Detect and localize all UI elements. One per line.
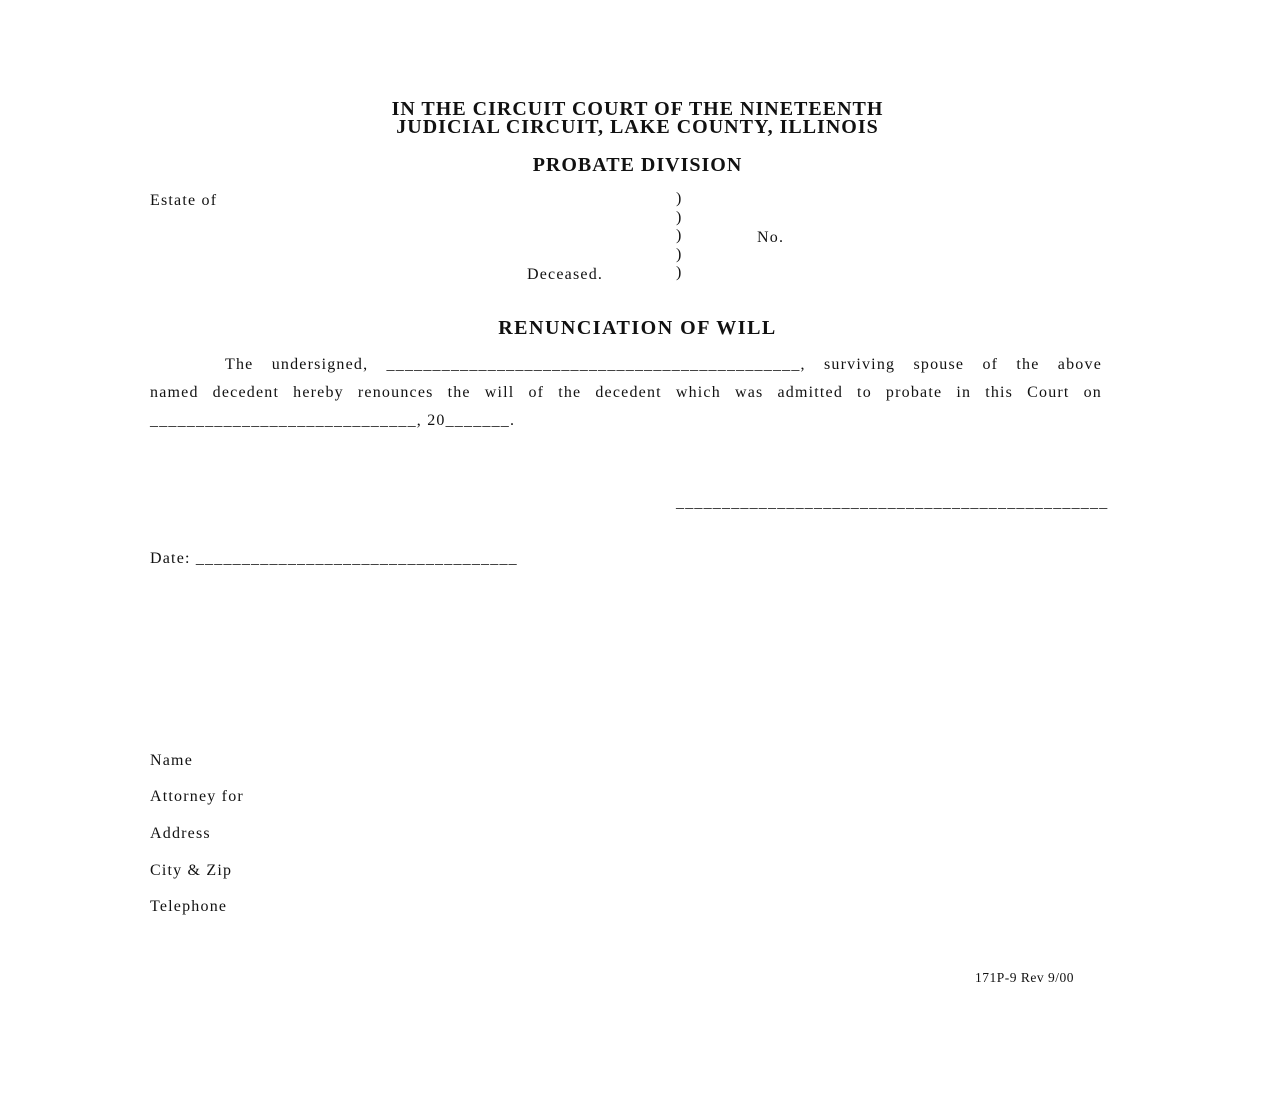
caption-paren: ) — [676, 227, 682, 244]
caption-paren: ) — [676, 245, 682, 263]
case-number-label: No. — [757, 229, 785, 246]
paragraph-line-1[interactable]: The undersigned, _____________________________________________, surviving spouse of the above — [225, 356, 1102, 373]
caption-paren: ) — [676, 264, 682, 281]
attorney-for-label: Attorney for — [150, 788, 244, 805]
form-number: 171P-9 Rev 9/00 — [975, 970, 1075, 985]
date-blank-line[interactable]: ___________________________________ — [195, 550, 518, 567]
paragraph-line-3[interactable]: _____________________________, 20_______. — [150, 412, 516, 429]
attorney-telephone-label: Telephone — [150, 898, 228, 915]
deceased-label: Deceased. — [527, 266, 604, 283]
caption-paren: ) — [676, 208, 682, 226]
division-heading: PROBATE DIVISION — [532, 154, 743, 176]
attorney-name-label: Name — [150, 752, 194, 769]
attorney-address-label: Address — [150, 825, 211, 842]
court-name-line1: IN THE CIRCUIT COURT OF THE NINETEENTH — [391, 98, 884, 120]
caption-paren: ) — [676, 190, 682, 207]
date-row — [150, 548, 518, 569]
court-name-line2: JUDICIAL CIRCUIT, LAKE COUNTY, ILLINOIS — [396, 116, 879, 138]
signature-line[interactable]: _______________________________________________ — [676, 494, 1109, 511]
estate-of-label: Estate of — [150, 192, 218, 209]
caption-paren-stack — [676, 190, 681, 283]
paragraph-line-2: named decedent hereby renounces the will of the decedent which was admitted to probate in this Court on — [150, 384, 1102, 401]
attorney-city-zip-label: City & Zip — [150, 862, 233, 879]
form-title: RENUNCIATION OF WILL — [498, 317, 777, 339]
date-label: Date: — [150, 550, 191, 567]
